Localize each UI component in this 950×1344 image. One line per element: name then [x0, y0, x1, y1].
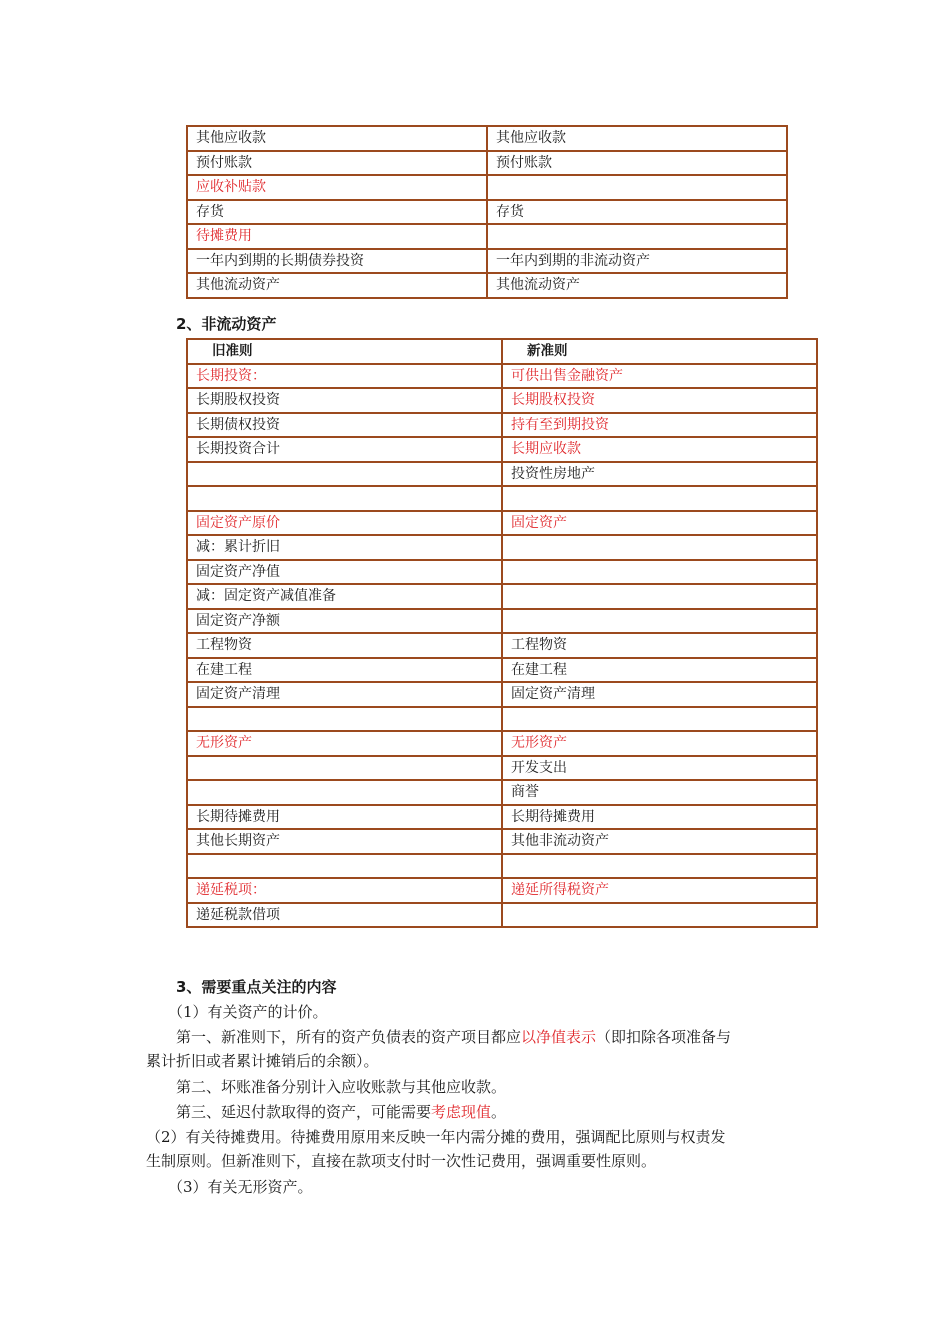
new-standard-cell: [487, 175, 787, 200]
non-current-assets-table: [186, 338, 818, 928]
text: 。: [491, 1103, 507, 1121]
text: 第一、新准则下，所有的资产负债表的资产项目都应: [176, 1028, 522, 1046]
text: （3）有关无形资产。: [168, 1178, 313, 1196]
new-standard-cell: [502, 486, 817, 511]
new-standard-cell: 商誉: [502, 780, 817, 805]
table-header-row: [187, 339, 817, 364]
old-standard-cell: 减：固定资产减值准备: [187, 584, 502, 609]
new-standard-cell: [502, 854, 817, 879]
new-standard-cell: 预付账款: [487, 151, 787, 176]
old-standard-cell: 长期股权投资: [187, 388, 502, 413]
new-standard-cell: 其他应收款: [487, 126, 787, 151]
point-3-heading: [168, 1175, 313, 1199]
new-standard-cell: 长期应收款: [502, 437, 817, 462]
new-standard-cell: [502, 903, 817, 928]
paragraph-present-value: [176, 1100, 506, 1124]
new-standard-cell: 无形资产: [502, 731, 817, 756]
table-row: [187, 486, 817, 511]
old-standard-cell: 长期待摊费用: [187, 805, 502, 830]
table-row: [187, 560, 817, 585]
text: （即扣除各项准备与: [596, 1028, 732, 1046]
new-standard-cell: 固定资产清理: [502, 682, 817, 707]
old-standard-cell: [187, 780, 502, 805]
point-1-heading: [168, 1000, 328, 1024]
old-standard-cell: 长期债权投资: [187, 413, 502, 438]
table-row: [187, 200, 787, 225]
table-row: [187, 903, 817, 928]
table-row: [187, 633, 817, 658]
old-standard-cell: [187, 486, 502, 511]
new-standard-cell: [502, 535, 817, 560]
table-row: [187, 151, 787, 176]
paragraph-net-value: [176, 1025, 816, 1049]
new-standard-cell: 可供出售金融资产: [502, 364, 817, 389]
new-standard-cell: 一年内到期的非流动资产: [487, 249, 787, 274]
text: （2）有关待摊费用。待摊费用原用来反映一年内需分摊的费用，强调配比原则与权责发: [146, 1128, 726, 1146]
old-standard-cell: 一年内到期的长期债券投资: [187, 249, 487, 274]
table-row: [187, 175, 787, 200]
table-row: [187, 437, 817, 462]
text: 生制原则。但新准则下，直接在款项支付时一次性记费用，强调重要性原则。: [146, 1152, 657, 1170]
new-standard-cell: 其他流动资产: [487, 273, 787, 298]
new-standard-cell: [502, 560, 817, 585]
table-row: [187, 584, 817, 609]
table-row: [187, 780, 817, 805]
old-standard-cell: 固定资产净额: [187, 609, 502, 634]
old-standard-cell: 递延税款借项: [187, 903, 502, 928]
table-row: [187, 511, 817, 536]
old-standard-cell: [187, 854, 502, 879]
table-row: [187, 249, 787, 274]
header-new-standard: 新准则: [502, 339, 817, 364]
table-row: [187, 878, 817, 903]
new-standard-cell: 在建工程: [502, 658, 817, 683]
table-row: [187, 364, 817, 389]
new-standard-cell: 存货: [487, 200, 787, 225]
new-standard-cell: 长期股权投资: [502, 388, 817, 413]
new-standard-cell: 固定资产: [502, 511, 817, 536]
new-standard-cell: [502, 584, 817, 609]
old-standard-cell: 无形资产: [187, 731, 502, 756]
table-row: [187, 413, 817, 438]
text: 累计折旧或者累计摊销后的余额）。: [146, 1052, 379, 1070]
table-row: [187, 658, 817, 683]
new-standard-cell: [487, 224, 787, 249]
old-standard-cell: 在建工程: [187, 658, 502, 683]
highlight-present-value: 考虑现值: [431, 1103, 492, 1121]
table-row: [187, 805, 817, 830]
old-standard-cell: 固定资产净值: [187, 560, 502, 585]
table-row: [187, 731, 817, 756]
old-standard-cell: 固定资产清理: [187, 682, 502, 707]
section-3-title: 3、需要重点关注的内容: [176, 978, 337, 996]
table-row: [187, 609, 817, 634]
old-standard-cell: 减：累计折旧: [187, 535, 502, 560]
table-row: [187, 273, 787, 298]
point-2-paragraph: [146, 1125, 806, 1149]
table-row: [187, 462, 817, 487]
old-standard-cell: 长期投资：: [187, 364, 502, 389]
paragraph-bad-debt: [176, 1075, 506, 1099]
old-standard-cell: 其他应收款: [187, 126, 487, 151]
table-row: [187, 388, 817, 413]
new-standard-cell: 投资性房地产: [502, 462, 817, 487]
new-standard-cell: 开发支出: [502, 756, 817, 781]
old-standard-cell: 递延税项：: [187, 878, 502, 903]
old-standard-cell: 工程物资: [187, 633, 502, 658]
old-standard-cell: 固定资产原价: [187, 511, 502, 536]
new-standard-cell: 其他非流动资产: [502, 829, 817, 854]
table-row: [187, 224, 787, 249]
section-2-title: 2、非流动资产: [176, 315, 277, 333]
old-standard-cell: 其他流动资产: [187, 273, 487, 298]
table-row: [187, 854, 817, 879]
table-row: [187, 682, 817, 707]
new-standard-cell: [502, 707, 817, 732]
text: 第三、延迟付款取得的资产，可能需要: [176, 1103, 432, 1121]
text: 第二、坏账准备分别计入应收账款与其他应收款。: [176, 1078, 507, 1096]
new-standard-cell: 持有至到期投资: [502, 413, 817, 438]
paragraph-net-value-cont: [146, 1049, 379, 1073]
current-assets-table: [186, 125, 788, 299]
header-old-standard: 旧准则: [187, 339, 502, 364]
new-standard-cell: 长期待摊费用: [502, 805, 817, 830]
old-standard-cell: 应收补贴款: [187, 175, 487, 200]
new-standard-cell: [502, 609, 817, 634]
old-standard-cell: [187, 756, 502, 781]
table-row: [187, 535, 817, 560]
point-1-text: （1）有关资产的计价。: [168, 1003, 328, 1021]
old-standard-cell: 待摊费用: [187, 224, 487, 249]
old-standard-cell: 预付账款: [187, 151, 487, 176]
table-row: [187, 126, 787, 151]
new-standard-cell: 递延所得税资产: [502, 878, 817, 903]
point-2-paragraph-cont: [146, 1149, 656, 1173]
table-row: [187, 707, 817, 732]
highlight-net-value: 以净值表示: [521, 1028, 597, 1046]
new-standard-cell: 工程物资: [502, 633, 817, 658]
old-standard-cell: [187, 462, 502, 487]
table-row: [187, 756, 817, 781]
table-row: [187, 829, 817, 854]
old-standard-cell: [187, 707, 502, 732]
old-standard-cell: 长期投资合计: [187, 437, 502, 462]
old-standard-cell: 其他长期资产: [187, 829, 502, 854]
old-standard-cell: 存货: [187, 200, 487, 225]
